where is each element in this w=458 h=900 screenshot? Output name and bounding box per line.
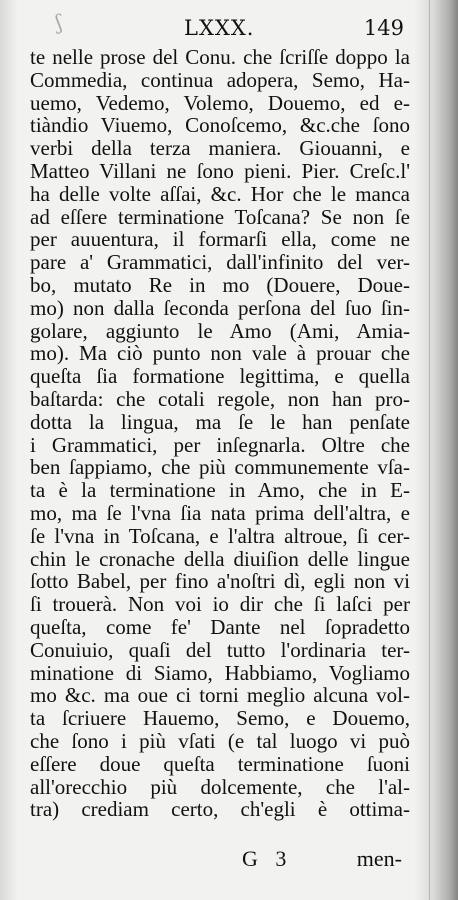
body-text <box>30 46 410 821</box>
text-line: ſotto Babel, per fino a'noſtri dì, egli non vi <box>30 569 410 594</box>
text-line: queſta ſia formatione legittima, e quella <box>30 364 410 389</box>
pencil-mark: ʃ <box>53 9 64 35</box>
text-line: bo, mutato Re in mo (Douere, Doue- <box>30 272 410 297</box>
text-line: mo) non dalla ſeconda perſona del ſuo ſin- <box>30 295 410 320</box>
text-line: pare a' Grammatici, dall'infinito del ver- <box>30 250 410 275</box>
page-header <box>34 16 404 46</box>
text-line: chin le cronache della diuiſion delle lingue <box>30 546 410 571</box>
text-line: baſtarda: che cotali regole, non han pro- <box>30 386 410 411</box>
text-line: che ſono i più vſati (e tal luogo vi può <box>30 728 410 753</box>
text-line: minatione di Siamo, Habbiamo, Vogliamo <box>30 660 410 685</box>
text-line: ben ſappiamo, che più communemente vſa- <box>30 455 410 480</box>
text-line: te nelle prose del Conu. che ſcriſſe doppo la <box>30 45 410 69</box>
text-line: mo). Ma ciò punto non vale à prouar che <box>30 341 410 366</box>
text-line: ſe l'vna in Toſcana, e l'altra altroue, ſi cer- <box>30 523 410 548</box>
text-line: ta è la terminatione in Amo, che in E- <box>30 478 410 503</box>
text-line: tra) crediam certo, ch'egli è ottima- <box>30 797 410 822</box>
text-line: mo, ma ſe l'vna ſia nata prima dell'altra, e <box>30 500 410 525</box>
text-line: Commedia, continua adopera, Semo, Ha- <box>30 67 410 92</box>
text-line: Conuiuio, quaſi del tutto l'ordinaria ter- <box>30 637 410 662</box>
text-line: mo &c. ma oue ci torni meglio alcuna vol- <box>30 683 410 708</box>
catchword: men- <box>356 846 402 871</box>
text-line: ha delle volte aſſai, &c. Hor che le manca <box>30 181 410 206</box>
text-line: dotta la lingua, ma ſe le han penſate <box>30 409 410 434</box>
text-line: i Grammatici, per inſegnarla. Oltre che <box>30 432 410 457</box>
text-line: queſta, come fe' Dante nel ſopradetto <box>30 614 410 639</box>
gutter-shadow <box>0 0 18 900</box>
text-line: all'orecchio più dolcemente, che l'al- <box>30 774 410 799</box>
text-line: verbi della terza maniera. Giouanni, e <box>30 136 410 161</box>
text-line: ſi trouerà. Non voi io dir che ſi laſci per <box>30 592 410 617</box>
text-line: Matteo Villani ne ſono pieni. Pier. Creſc.l' <box>30 158 410 183</box>
running-title: LXXX. <box>184 16 255 40</box>
text-line: tiàndio Viuemo, Conoſcemo, &c.che ſono <box>30 113 410 138</box>
page-edge-shadow <box>414 0 458 900</box>
text-line: golare, aggiunto le Amo (Ami, Amia- <box>30 318 410 343</box>
text-line: ta ſcriuere Hauemo, Semo, e Douemo, <box>30 706 410 731</box>
text-line: uemo, Vedemo, Volemo, Douemo, ed e- <box>30 90 410 115</box>
text-line: per auuentura, il formarſi ella, come ne <box>30 227 410 252</box>
page-number: 149 <box>363 16 404 40</box>
text-line: ad eſſere terminatione Toſcana? Se non ſe <box>30 204 410 229</box>
page-footer <box>30 846 410 874</box>
text-line: eſſere doue queſta terminatione ſuoni <box>30 751 410 776</box>
signature-mark: G 3 <box>242 846 293 871</box>
page-edge-line <box>429 0 430 900</box>
